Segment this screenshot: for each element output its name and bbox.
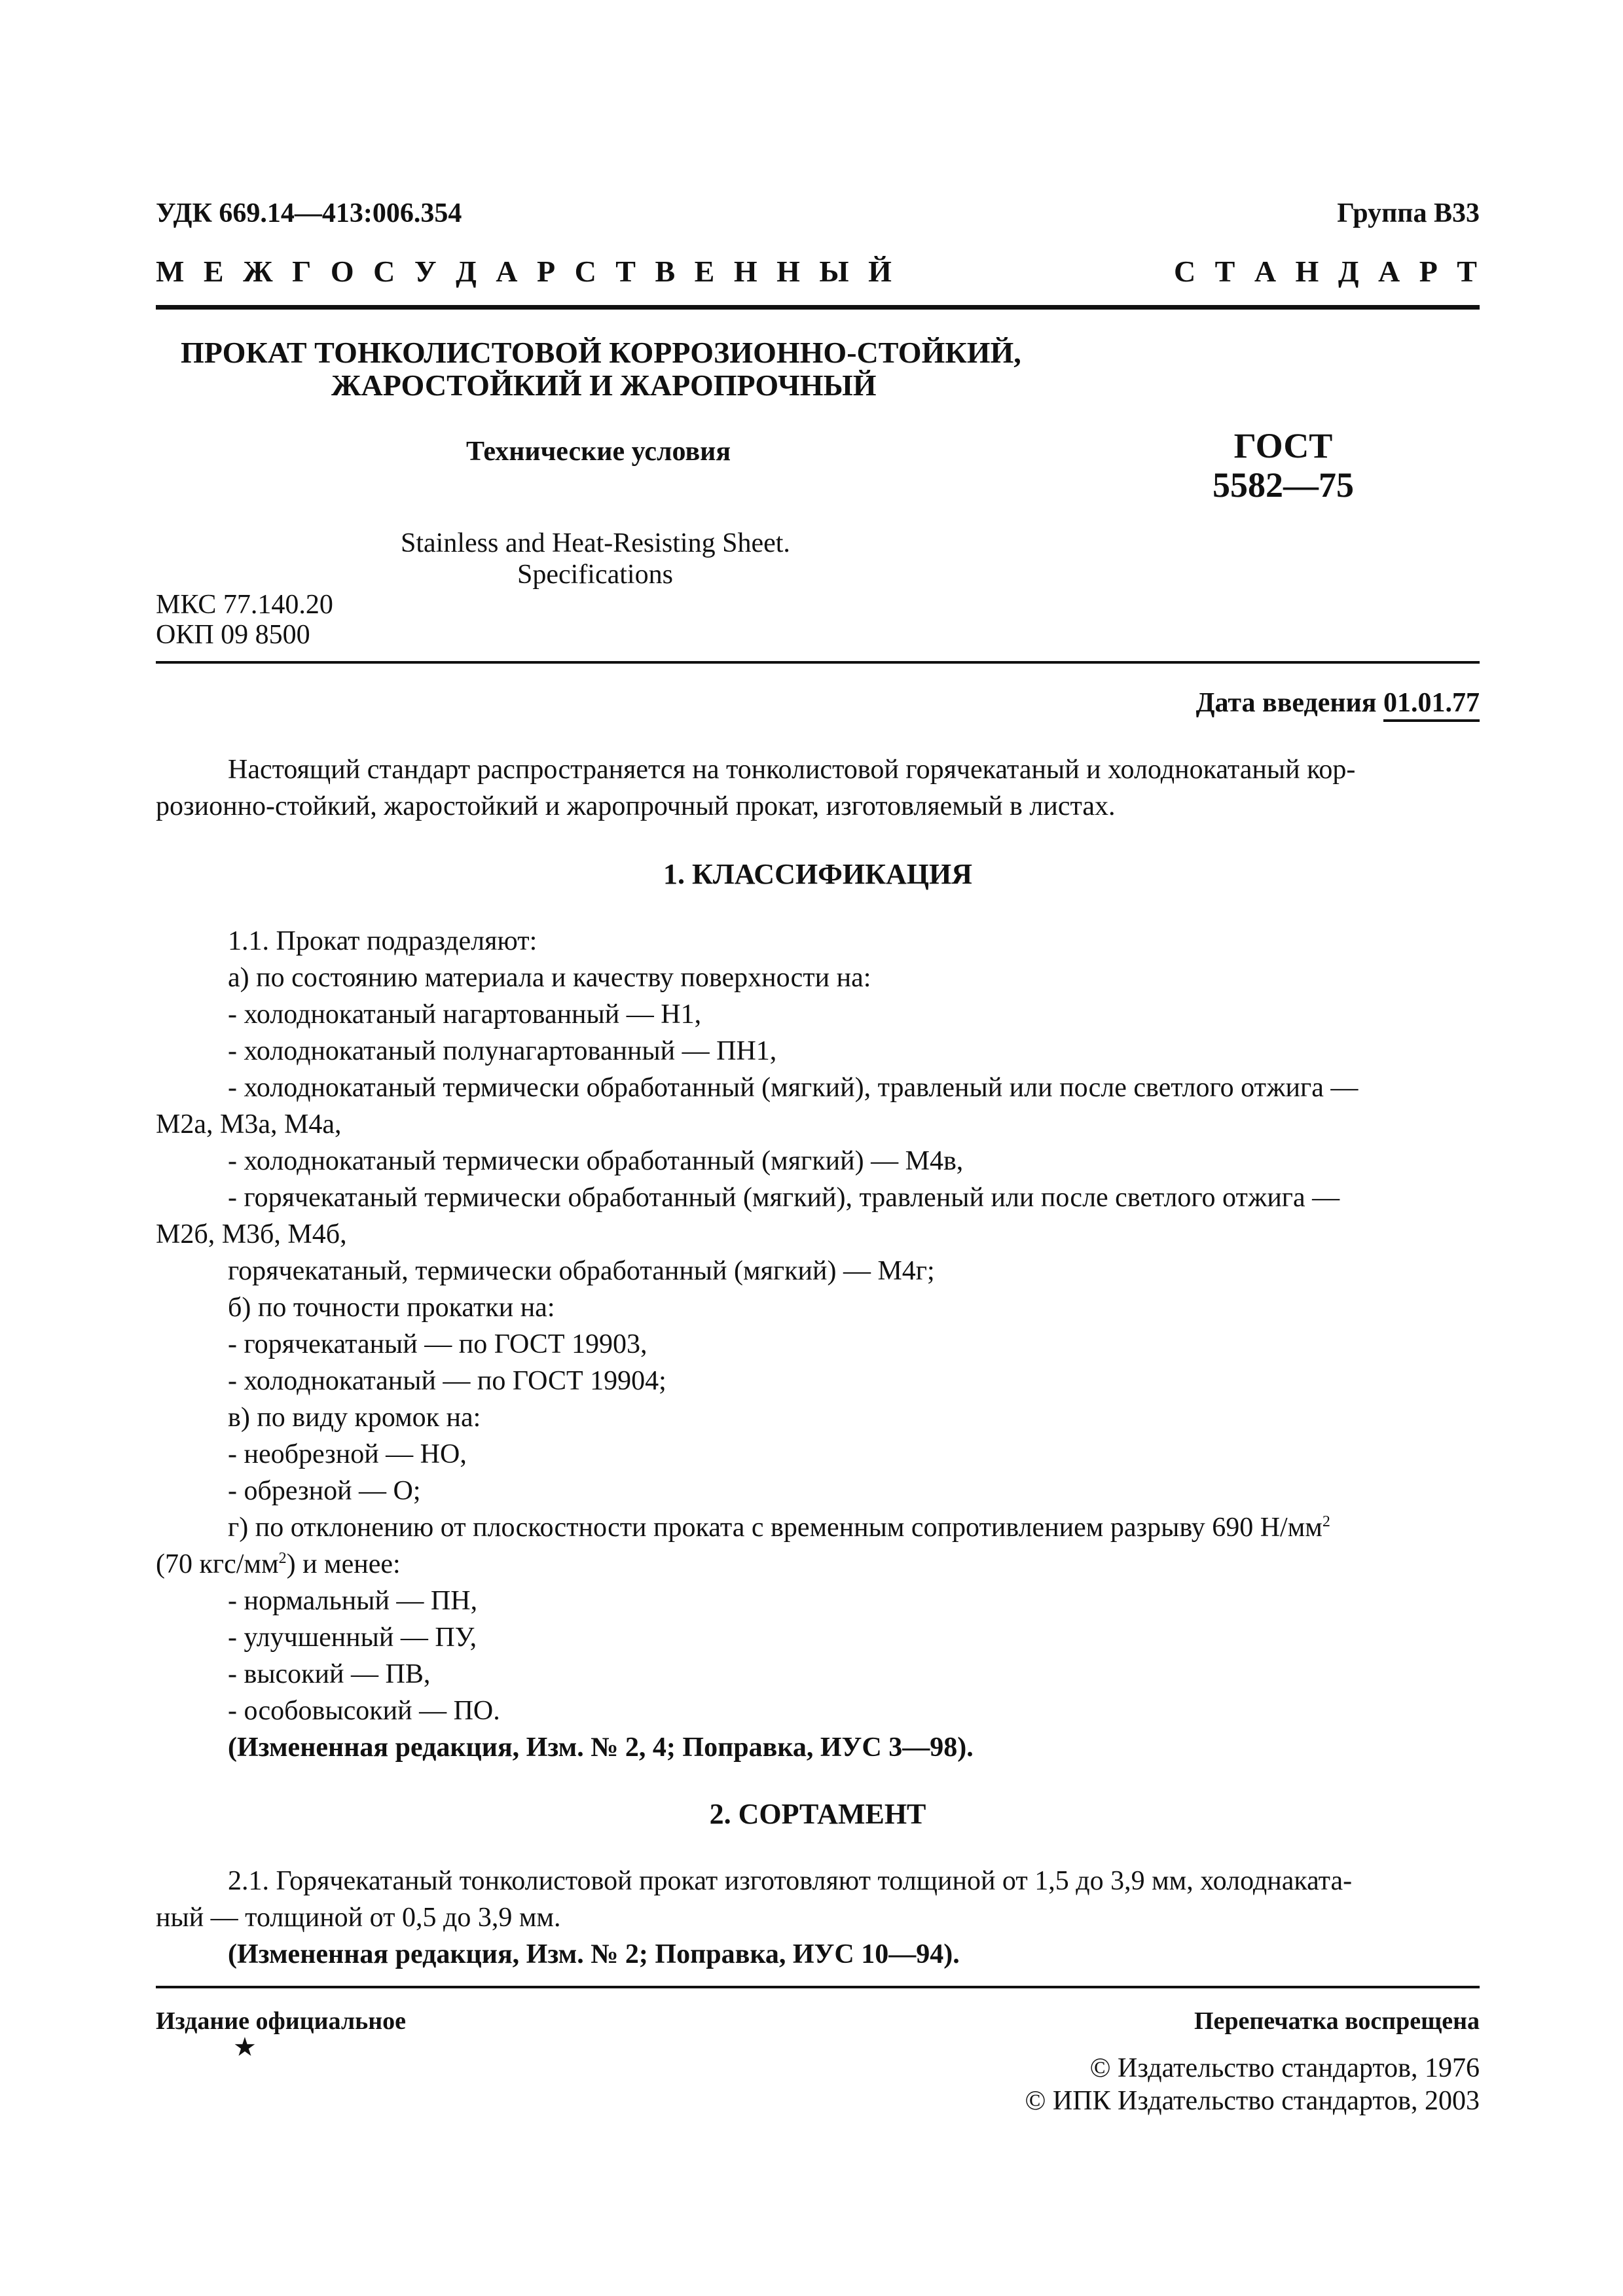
title-line-2: ЖАРОСТОЙКИЙ И ЖАРОПРОЧНЫЙ	[331, 368, 877, 402]
s1-line: - холоднокатаный нагартованный — Н1,	[228, 999, 702, 1030]
s1-line-with-superscript: (70 кгс/$мм^2$) и менее:	[156, 1549, 401, 1579]
s1-line: б) по точности прокатки на:	[228, 1293, 555, 1323]
s1-line: - холоднокатаный полунагартованный — ПН1,	[228, 1036, 777, 1066]
footer-rule	[156, 1986, 1480, 1988]
s1-line-with-superscript: г) по отклонению от плоскостности проката с временным сопротивлением разрыву 690 $Н/мм^2$	[228, 1513, 1330, 1543]
star-icon: ★	[233, 2032, 257, 2062]
mks-code: МКС 77.140.20	[156, 590, 333, 620]
section-1-heading: 1. КЛАССИФИКАЦИЯ	[663, 858, 972, 890]
banner-standard: С Т А Н Д А Р Т	[1173, 255, 1480, 288]
title-subtitle: Технические условия	[466, 437, 731, 467]
section-1-amendment: (Измененная редакция, Изм. № 2, 4; Поправка, ИУС 3—98).	[228, 1732, 974, 1763]
s1-line: М2б, М3б, М4б,	[156, 1219, 347, 1249]
s1-line: горячекатаный, термически обработанный (мягкий) — М4г;	[228, 1256, 935, 1286]
gost-number: 5582—75	[1213, 465, 1354, 505]
intro-date-value: 01.01.77	[1383, 688, 1480, 722]
banner-interstate: М Е Ж Г О С У Д А Р С Т В Е Н Н Ы Й	[156, 255, 894, 288]
s1-line: - высокий — ПВ,	[228, 1659, 431, 1689]
s1-line: - необрезной — НО,	[228, 1439, 467, 1469]
official-edition: Издание официальное	[156, 2007, 407, 2035]
english-title-line-1: Stainless and Heat-Resisting Sheet.	[401, 528, 790, 558]
s1-line: - холоднокатаный — по ГОСТ 19904;	[228, 1366, 666, 1396]
title-rule	[156, 661, 1480, 664]
section-2-amendment: (Измененная редакция, Изм. № 2; Поправка, ИУС 10—94).	[228, 1939, 960, 1969]
superscript-2: 2	[278, 1550, 287, 1567]
header-rule-thick	[156, 305, 1480, 310]
okp-code: ОКП 09 8500	[156, 620, 310, 650]
scope-line-2: розионно-стойкий, жаростойкий и жаропрочный прокат, изготовляемый в листах.	[156, 791, 1116, 821]
s1-line: - особовысокий — ПО.	[228, 1696, 500, 1726]
gost-label: ГОСТ	[1233, 426, 1333, 465]
s1-line: - горячекатаный термически обработанный (мягкий), травленый или после светлого отжига —	[228, 1183, 1340, 1213]
section-2-heading: 2. СОРТАМЕНТ	[709, 1798, 926, 1830]
s1-line: - горячекатаный — по ГОСТ 19903,	[228, 1329, 647, 1359]
s1-line: - нормальный — ПН,	[228, 1586, 478, 1616]
s2-line: 2.1. Горячекатаный тонколистовой прокат изготовляют толщиной от 1,5 до 3,9 мм, холоднаката-	[228, 1866, 1353, 1896]
english-title-line-2: Specifications	[517, 560, 673, 590]
s1-line: в) по виду кромок на:	[228, 1403, 481, 1433]
title-line-1: ПРОКАТ ТОНКОЛИСТОВОЙ КОРРОЗИОННО-СТОЙКИЙ,	[181, 336, 1021, 369]
superscript-2: 2	[1322, 1513, 1330, 1530]
s1-line: - холоднокатаный термически обработанный (мягкий), травленый или после светлого отжига —	[228, 1073, 1359, 1103]
s1-line: М2а, М3а, М4а,	[156, 1109, 342, 1139]
copyright-1976: © Издательство стандартов, 1976	[1089, 2053, 1480, 2083]
copyright-2003: © ИПК Издательство стандартов, 2003	[1025, 2086, 1480, 2116]
intro-date	[1196, 687, 1480, 719]
s1-line: - улучшенный — ПУ,	[228, 1623, 477, 1653]
s1-line: - холоднокатаный термически обработанный (мягкий) — М4в,	[228, 1146, 964, 1176]
intro-date-label: Дата введения	[1195, 688, 1377, 718]
s1-line: а) по состоянию материала и качеству поверхности на:	[228, 963, 871, 993]
s1-line: - обрезной — О;	[228, 1476, 421, 1506]
scope-line-1: Настоящий стандарт распространяется на тонколистовой горячекатаный и холоднокатаный кор-	[228, 755, 1356, 785]
udk-code: УДК 669.14—413:006.354	[156, 198, 462, 228]
s2-line: ный — толщиной от 0,5 до 3,9 мм.	[156, 1903, 561, 1933]
reprint-prohibited: Перепечатка воспрещена	[1194, 2007, 1480, 2035]
s1-line: 1.1. Прокат подразделяют:	[228, 926, 538, 956]
group-code: Группа В33	[1337, 198, 1480, 228]
